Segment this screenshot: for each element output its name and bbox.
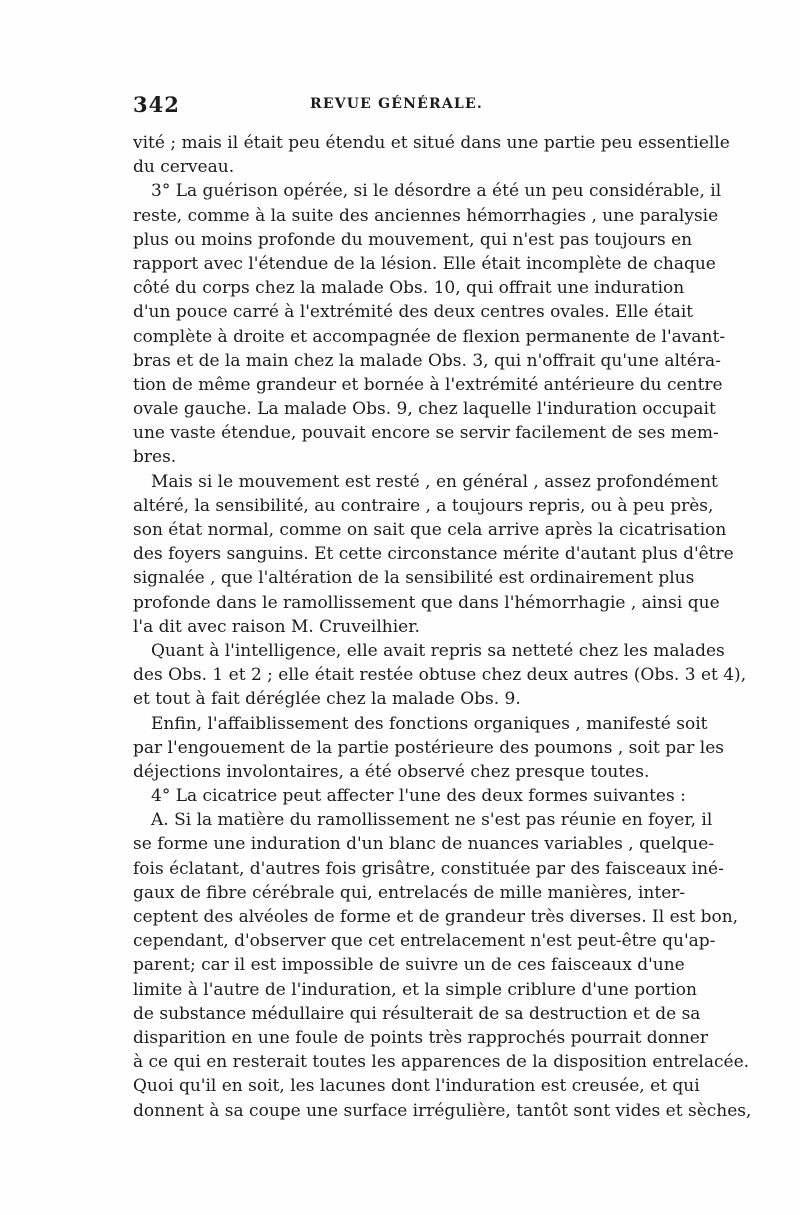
text-line: gaux de fibre cérébrale qui, entrelacés de mille manières, inter-: [133, 882, 686, 903]
text-line: 3° La guérison opérée, si le désordre a été un peu considérable, il: [151, 181, 722, 202]
text-line: A. Si la matière du ramollissement ne s'est pas réunie en foyer, il: [151, 810, 713, 831]
text-line: l'a dit avec raison M. Cruveilhier.: [133, 616, 420, 637]
paragraph: [133, 808, 752, 1122]
paragraph: [133, 784, 686, 808]
text-line: ovale gauche. La malade Obs. 9, chez laquelle l'induration occupait: [133, 399, 716, 420]
text-line: et tout à fait déréglée chez la malade Obs. 9.: [133, 689, 521, 710]
paragraph: [133, 712, 725, 785]
text-line: cependant, d'observer que cet entrelacement n'est peut-être qu'ap-: [133, 931, 716, 952]
text-line: Mais si le mouvement est resté , en général , assez profondément: [151, 471, 718, 492]
text-line: côté du corps chez la malade Obs. 10, qui offrait une induration: [133, 278, 685, 299]
text-line: par l'engouement de la partie postérieure des poumons , soit par les: [133, 737, 725, 758]
text-line: Quant à l'intelligence, elle avait repris sa netteté chez les malades: [151, 640, 725, 661]
text-line: à ce qui en resterait toutes les apparences de la disposition entrelacée.: [133, 1052, 750, 1073]
text-line: reste, comme à la suite des anciennes hémorrhagies , une paralysie: [133, 205, 719, 226]
paragraph: [133, 131, 730, 179]
page-number: 342: [133, 92, 180, 117]
text-line: d'un pouce carré à l'extrémité des deux centres ovales. Elle était: [133, 302, 694, 323]
text-line: rapport avec l'étendue de la lésion. Elle était incomplète de chaque: [133, 253, 716, 274]
text-line: profonde dans le ramollissement que dans l'hémorrhagie , ainsi que: [133, 592, 720, 613]
text-line: se forme une induration d'un blanc de nuances variables , quelque-: [133, 834, 715, 855]
paragraph: [133, 639, 747, 712]
text-line: déjections involontaires, a été observé chez presque toutes.: [133, 761, 650, 782]
text-line: signalée , que l'altération de la sensibilité est ordinairement plus: [133, 568, 695, 589]
text-line: parent; car il est impossible de suivre un de ces faisceaux d'une: [133, 955, 685, 976]
text-line: donnent à sa coupe une surface irrégulière, tantôt sont vides et sèches,: [133, 1100, 752, 1121]
text-line: complète à droite et accompagnée de flexion permanente de l'avant-: [133, 326, 726, 347]
text-line: des Obs. 1 et 2 ; elle était restée obtuse chez deux autres (Obs. 3 et 4),: [133, 665, 747, 686]
text-line: limite à l'autre de l'induration, et la simple criblure d'une portion: [133, 979, 697, 1000]
body-text: [133, 131, 752, 1123]
text-line: tion de même grandeur et bornée à l'extrémité antérieure du centre: [133, 374, 723, 395]
text-line: du cerveau.: [133, 157, 235, 178]
text-line: 4° La cicatrice peut affecter l'une des deux formes suivantes :: [151, 786, 686, 807]
text-line: des foyers sanguins. Et cette circonstance mérite d'autant plus d'être: [133, 544, 734, 565]
text-line: une vaste étendue, pouvait encore se servir facilement de ses mem-: [133, 423, 719, 444]
text-line: son état normal, comme on sait que cela arrive après la cicatrisation: [133, 520, 727, 540]
text-line: plus ou moins profonde du mouvement, qui n'est pas toujours en: [133, 229, 693, 250]
paragraph: [133, 179, 726, 469]
text-line: altéré, la sensibilité, au contraire , a toujours repris, ou à peu près,: [133, 495, 714, 516]
text-line: disparition en une foule de points très rapprochés pourrait donner: [133, 1027, 708, 1048]
text-line: ceptent des alvéoles de forme et de grandeur très diverses. Il est bon,: [133, 907, 739, 927]
text-line: bras et de la main chez la malade Obs. 3, qui n'offrait qu'une altéra-: [133, 350, 721, 371]
text-line: fois éclatant, d'autres fois grisâtre, constituée par des faisceaux iné-: [133, 858, 724, 879]
text-line: bres.: [133, 447, 177, 468]
text-line: Quoi qu'il en soit, les lacunes dont l'induration est creusée, et qui: [133, 1076, 700, 1097]
text-line: vité ; mais il était peu étendu et situé dans une partie peu essentielle: [133, 133, 730, 153]
paragraph: [133, 470, 734, 639]
text-line: Enfin, l'affaiblissement des fonctions organiques , manifesté soit: [151, 713, 708, 734]
running-head: REVUE GÉNÉRALE.: [310, 96, 483, 112]
text-line: de substance médullaire qui résulterait de sa destruction et de sa: [133, 1003, 701, 1024]
